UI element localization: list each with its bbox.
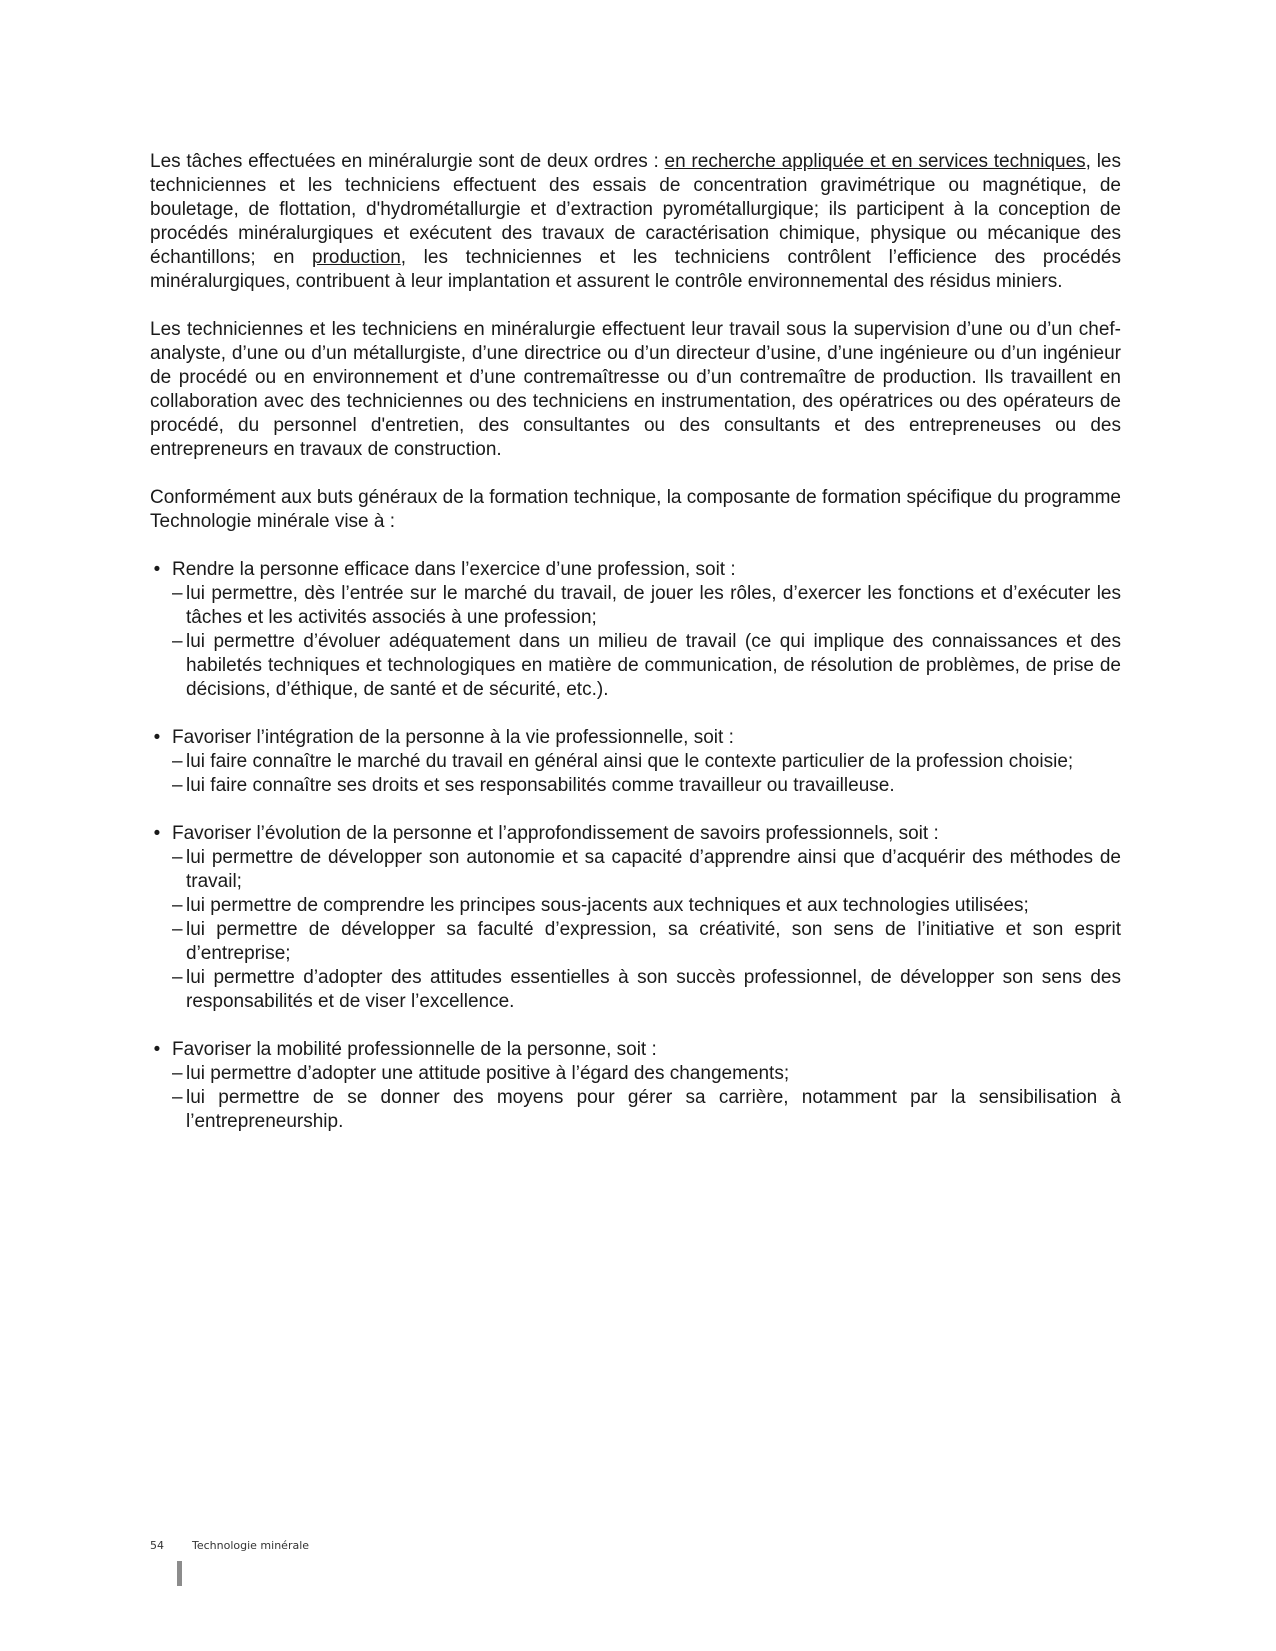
- sub-item: [150, 918, 1121, 966]
- dash-icon: –: [172, 895, 183, 916]
- sub-item-text: lui permettre d’évoluer adéquatement dans un milieu de travail (ce qui implique des connaissances et des habiletés techniques et technologiques en matière de communication, de résolution de problèmes, de prise de décisions, d’éthique, de santé et de sécurité, etc.).: [186, 631, 1121, 700]
- sub-item-text: lui permettre d’adopter des attitudes essentielles à son succès professionnel, de développer son sens des responsabilités et de viser l’excellence.: [186, 967, 1121, 1012]
- sub-item: [150, 582, 1121, 630]
- bullet-icon: •: [153, 823, 161, 844]
- sub-list: [172, 582, 1121, 702]
- underlined-production: production: [312, 247, 401, 268]
- goal-title: Favoriser l’évolution de la personne et l’approfondissement de savoirs professionnels, soit :: [172, 823, 939, 844]
- goals-list: [150, 558, 1121, 1134]
- goal-item: [150, 822, 1121, 1014]
- sub-item: [150, 630, 1121, 702]
- sub-item-text: lui permettre de développer sa faculté d’expression, sa créativité, son sens de l’initiative et son esprit d’entreprise;: [186, 919, 1121, 964]
- footer-title: Technologie minérale: [192, 1539, 310, 1552]
- page-content: [150, 150, 1121, 1134]
- sub-list: [172, 750, 1121, 798]
- page-number: 54: [150, 1539, 164, 1552]
- footer-divider-bar: [177, 1561, 182, 1586]
- sub-item-text: lui permettre de développer son autonomie et sa capacité d’apprendre ainsi que d’acquérir des méthodes de travail;: [186, 847, 1121, 892]
- sub-item: [150, 1086, 1121, 1134]
- sub-item-text: lui permettre de comprendre les principes sous-jacents aux techniques et aux technologies utilisées;: [186, 895, 1029, 916]
- goal-title: Favoriser la mobilité professionnelle de la personne, soit :: [172, 1039, 657, 1060]
- sub-list: [172, 1062, 1121, 1134]
- sub-item: [150, 966, 1121, 1014]
- dash-icon: –: [172, 1087, 183, 1108]
- dash-icon: –: [172, 631, 183, 652]
- dash-icon: –: [172, 967, 183, 988]
- bullet-icon: •: [153, 559, 161, 580]
- p1-before: Les tâches effectuées en minéralurgie sont de deux ordres :: [150, 151, 665, 172]
- sub-item-text: lui permettre de se donner des moyens pour gérer sa carrière, notamment par la sensibilisation à l’entrepreneurship.: [186, 1087, 1121, 1132]
- sub-item: [150, 750, 1121, 774]
- sub-item: [150, 894, 1121, 918]
- paragraph-supervision: Les techniciennes et les techniciens en minéralurgie effectuent leur travail sous la supervision d’une ou d’un chef-analyste, d’une ou d’un métallurgiste, d’une directrice ou d’un directeur d’usine, d’une ingénieure ou d’un ingénieur de procédé ou en environnement et d’une contremaîtresse ou d’un contremaître de production. Ils travaillent en collaboration avec des techniciennes ou des techniciens en instrumentation, des opératrices ou des opérateurs de procédé, du personnel d'entretien, des consultantes ou des consultants et des entrepreneuses ou des entrepreneurs en travaux de construction.: [150, 319, 1121, 460]
- p1-middle: , les techniciennes et les techniciens effectuent des essais de concentration gravimétrique ou magnétique, de bouletage, de flottation, d'hydrométallurgie et d’extraction pyrométallurgique; ils participent à la conception de procédés minéralurgiques et exécutent des travaux de caractérisation chimique, physique ou mécanique des échantillons; en: [150, 151, 1121, 268]
- paragraph-goals-intro: Conformément aux buts généraux de la formation technique, la composante de formation spécifique du programme Technologie minérale vise à :: [150, 487, 1121, 532]
- sub-item: [150, 774, 1121, 798]
- sub-list: [172, 846, 1121, 1014]
- p1-after: , les techniciennes et les techniciens contrôlent l’efficience des procédés minéralurgiques, contribuent à leur implantation et assurent le contrôle environnemental des résidus miniers.: [150, 247, 1121, 292]
- bullet-icon: •: [153, 727, 161, 748]
- dash-icon: –: [172, 775, 183, 796]
- goal-item: [150, 558, 1121, 702]
- sub-item-text: lui permettre d’adopter une attitude positive à l’égard des changements;: [186, 1063, 790, 1084]
- goal-item: [150, 1038, 1121, 1134]
- page-footer: [150, 1539, 309, 1552]
- bullet-icon: •: [153, 1039, 161, 1060]
- sub-item-text: lui permettre, dès l’entrée sur le marché du travail, de jouer les rôles, d’exercer les fonctions et d’exécuter les tâches et les activités associés à une profession;: [186, 583, 1121, 628]
- goal-title: Rendre la personne efficace dans l’exercice d’une profession, soit :: [172, 559, 736, 580]
- dash-icon: –: [172, 847, 183, 868]
- dash-icon: –: [172, 919, 183, 940]
- goal-item: [150, 726, 1121, 798]
- underlined-research-services: en recherche appliquée et en services techniques: [664, 151, 1086, 172]
- goal-title: Favoriser l’intégration de la personne à la vie professionnelle, soit :: [172, 727, 734, 748]
- sub-item: [150, 846, 1121, 894]
- dash-icon: –: [172, 583, 183, 604]
- dash-icon: –: [172, 1063, 183, 1084]
- paragraph-tasks: [150, 150, 1121, 294]
- sub-item-text: lui faire connaître ses droits et ses responsabilités comme travailleur ou travailleuse.: [186, 775, 895, 796]
- sub-item-text: lui faire connaître le marché du travail en général ainsi que le contexte particulier de la profession choisie;: [186, 751, 1074, 772]
- sub-item: [150, 1062, 1121, 1086]
- dash-icon: –: [172, 751, 183, 772]
